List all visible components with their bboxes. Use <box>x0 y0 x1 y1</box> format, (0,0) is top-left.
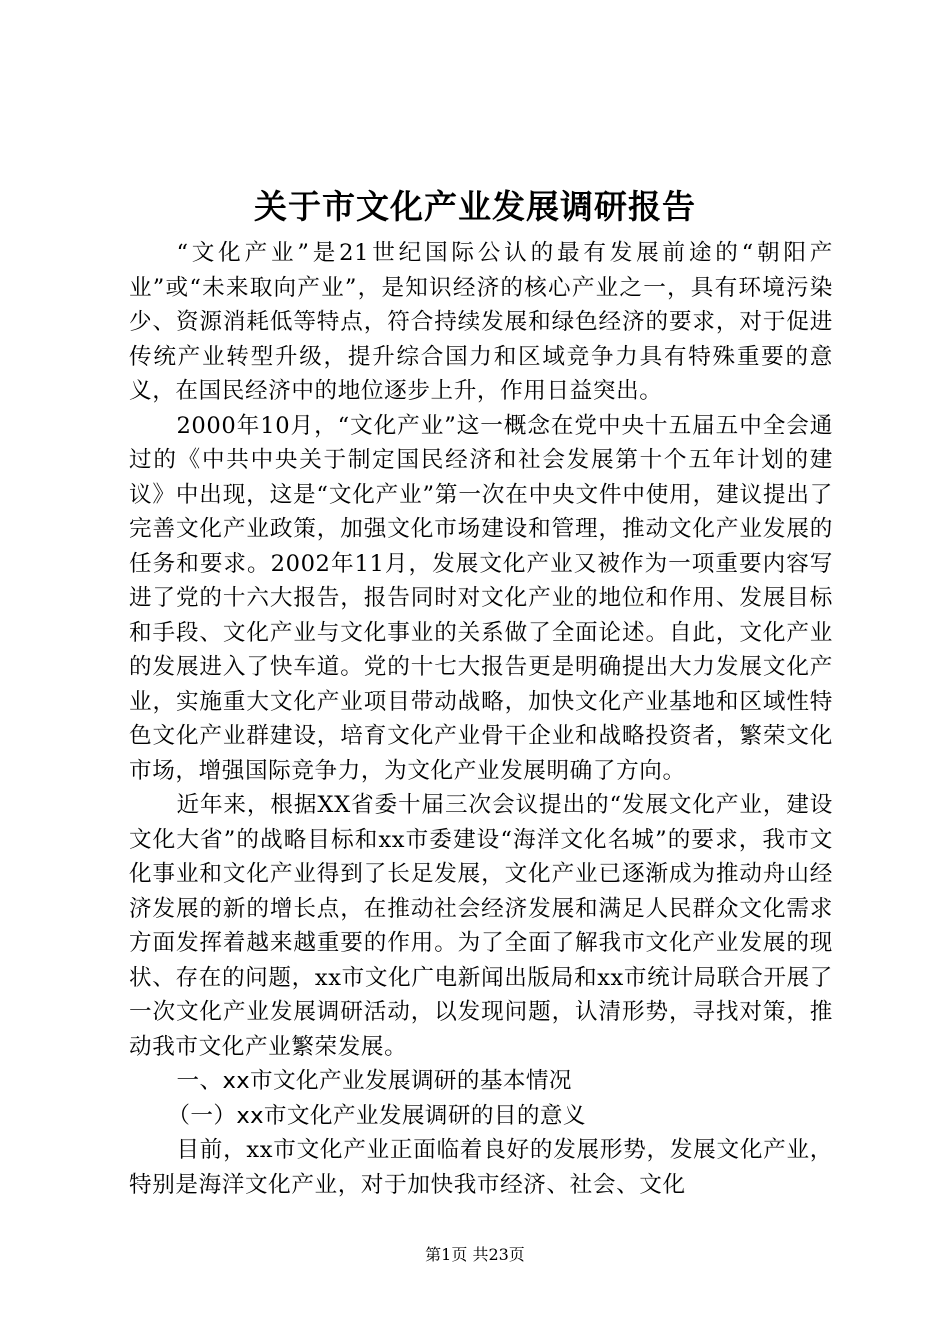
document-body <box>129 236 833 1202</box>
section-heading: 一、xx市文化产业发展调研的基本情况 <box>176 1068 572 1094</box>
paragraph-1: “文化产业”是21世纪国际公认的最有发展前途的“朝阳产业”或“未来取向产业”，是知识经济的核心产业之一，具有环境污染少、资源消耗低等特点，符合持续发展和绿色经济的要求，对于促进传统产业转型升级，提升综合国力和区域竞争力具有特殊重要的意义，在国民经济中的地位逐步上升，作用日益突出。 <box>129 240 833 404</box>
document-title: 关于市文化产业发展调研报告 <box>254 187 696 226</box>
paragraph-3: 近年来，根据XX省委十届三次会议提出的“发展文化产业，建设文化大省”的战略目标和xx市委建设“海洋文化名城”的要求，我市文化事业和文化产业得到了长足发展，文化产业已逐渐成为推动舟山经济发展的新的增长点，在推动社会经济发展和满足人民群众文化需求方面发挥着越来越重要的作用。为了全面了解我市文化产业发展的现状、存在的问题，xx市文化广电新闻出版局和xx市统计局联合开展了一次文化产业发展调研活动，以发现问题，认清形势，寻找对策，推动我市文化产业繁荣发展。 <box>129 792 833 1060</box>
paragraph-4: 目前，xx市文化产业正面临着良好的发展形势，发展文化产业，特别是海洋文化产业，对于加快我市经济、社会、文化 <box>129 1137 833 1198</box>
subsection-heading: （一）xx市文化产业发展调研的目的意义 <box>167 1102 586 1129</box>
page-footer: 第1页 共23页 <box>425 1245 525 1264</box>
paragraph-2: 2000年10月，“文化产业”这一概念在党中央十五届五中全会通过的《中共中央关于制定国民经济和社会发展第十个五年计划的建议》中出现，这是“文化产业”第一次在中央文件中使用，建议提出了完善文化产业政策，加强文化市场建设和管理，推动文化产业发展的任务和要求。2002年11月，发展文化产业又被作为一项重要内容写进了党的十六大报告，报告同时对文化产业的地位和作用、发展目标和手段、文化产业与文化事业的关系做了全面论述。自此，文化产业的发展进入了快车道。党的十七大报告更是明确提出大力发展文化产业，实施重大文化产业项目带动战略，加快文化产业基地和区域性特色文化产业群建设，培育文化产业骨干企业和战略投资者，繁荣文化市场，增强国际竞争力，为文化产业发展明确了方向。 <box>129 412 833 784</box>
